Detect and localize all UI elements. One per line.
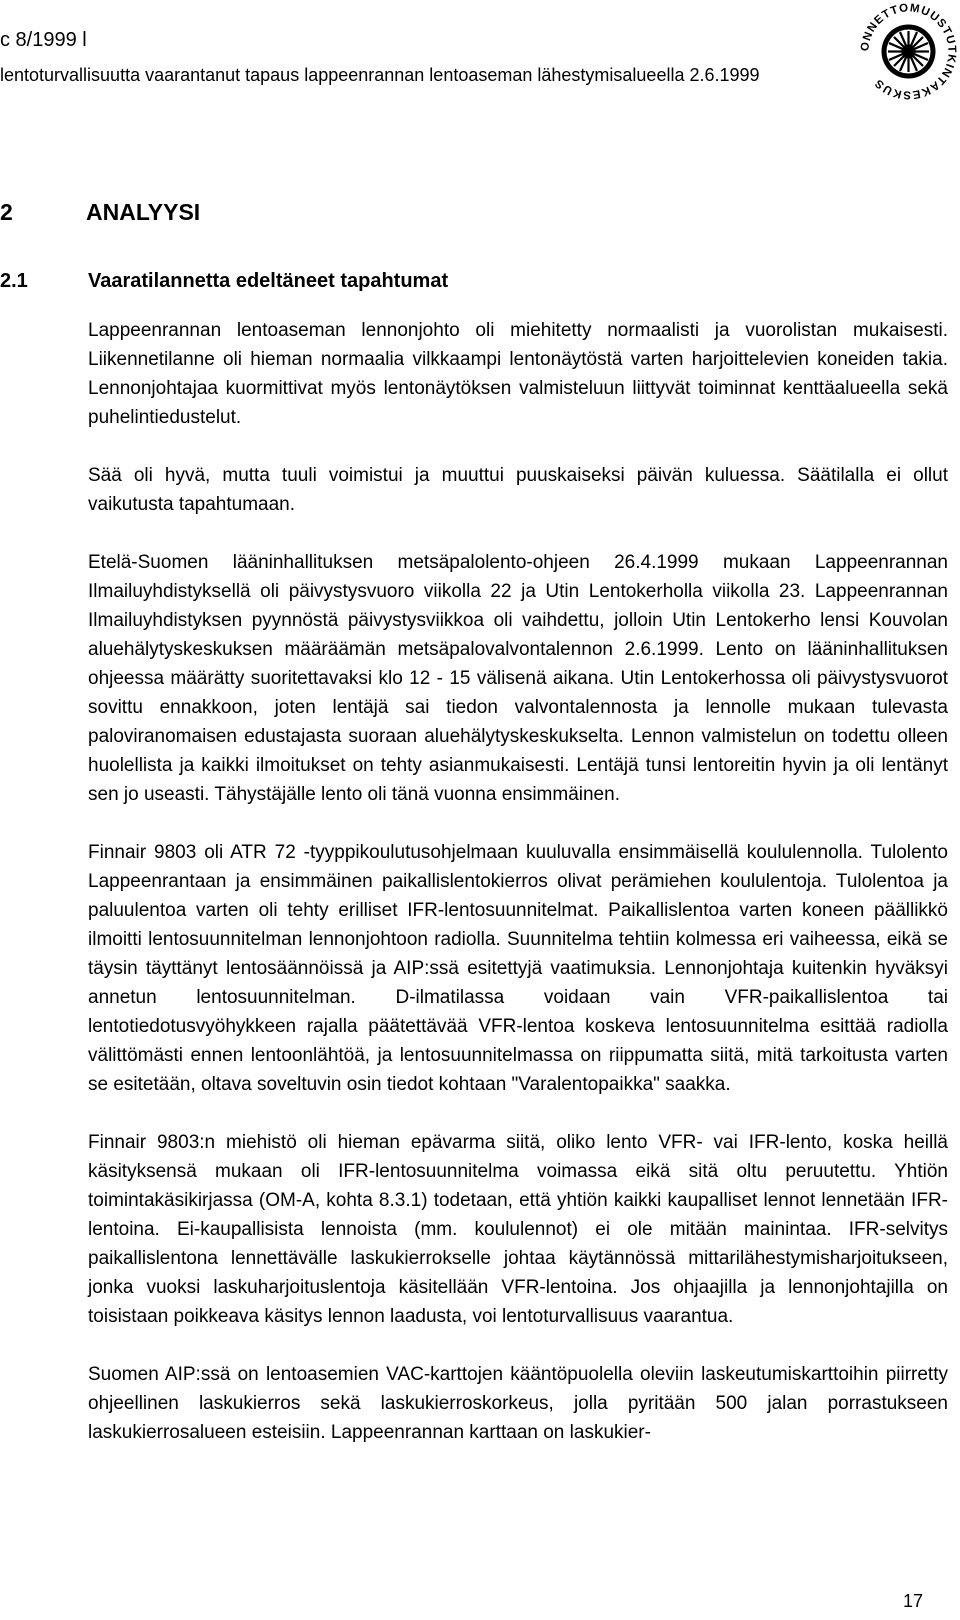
- paragraph: Sää oli hyvä, mutta tuuli voimistui ja muuttui puuskaiseksi päivän kuluessa. Säätilalla ei ollut vaikutusta tapahtumaan.: [88, 465, 948, 515]
- section-heading: [0, 198, 200, 226]
- subsection-heading: [0, 268, 448, 294]
- paragraph: Finnair 9803:n miehistö oli hieman epävarma siitä, oliko lento VFR- vai IFR-lento, koska heillä käsityksensä mukaan oli IFR-lentosuunnitelma voimassa eikä sitä oltu peruutettu. Yhtiön toimintakäsikirjassa (OM-A, kohta 8.3.1) todetaan, että yhtiön kaikki kaupalliset lennot lennetään IFR-lentoina. Ei-kaupallisista lennoista (mm. koululennot) ei ole mitään mainintaa. IFR-selvitys paikallislentona lennettävälle laskukierrokselle johtaa käytännössä mittarilähestymisharjoitukseen, jonka vuoksi laskuharjoituslentoja käsitellään VFR-lentoina. Jos ohjaajilla ja lennonjohtajilla on toisistaan poikkeava käsitys lennon laadusta, voi lentoturvallisuus vaarantua.: [88, 1132, 948, 1327]
- paragraph: Finnair 9803 oli ATR 72 -tyyppikoulutusohjelmaan kuuluvalla ensimmäisellä koululennolla. Tulolento Lappeenrantaan ja ensimmäinen paikallislentokierros olivat perämiehen koululentoja. Tulolentoa ja paluulentoa varten oli tehty erilliset IFR-lentosuunnitelmat. Paikallislentoa varten koneen päällikkö ilmoitti lentosuunnitelman lennonjohtoon radiolla. Suunnitelma tehtiin kolmessa eri vaiheessa, eikä se täysin täyttänyt lentosäännöissä ja AIP:ssä esitettyjä vaatimuksia. Lennonjohtaja kuitenkin hyväksyi annetun lentosuunnitelman. D-ilmatilassa voidaan vain VFR-paikallislentoa tai lentotiedotusvyöhykkeen rajalla päätettävää VFR-lentoa koskeva lentosuunnitelma esittää radiolla välittömästi ennen lentoonlähtöä, ja lentosuunnitelmassa on riippumatta siitä, mitä tarkoitusta varten se esitetään, oltava soveltuvin osin tiedot kohtaan "Varalentopaikka" saakka.: [88, 842, 948, 1095]
- body-text: [88, 316, 948, 1476]
- paragraph: Etelä-Suomen lääninhallituksen metsäpalolento-ohjeen 26.4.1999 mukaan Lappeenrannan Ilmailuyhdistyksellä oli päivystysvuoro viikolla 22 ja Utin Lentokerholla viikolla 23. Lappeenrannan Ilmailuyhdistyksen pyynnöstä päivystysviikkoa oli vaihdettu, jolloin Utin Lentokerho lensi Kouvolan aluehälytyskeskuksen määräämän metsäpalovalvontalennon 2.6.1999. Lento on lääninhallituksen ohjeessa määrätty suoritettavaksi klo 12 - 15 välisenä aikana. Utin Lentokerhossa oli päivystysvuorot sovittu ennakkoon, joten lentäjä sai tiedon valvontalennosta ja lennolle mukaan tulevasta paloviranomaisen edustajasta suoraan aluehälytyskeskukselta. Lennon valmistelun on todettu olleen huolellista ja kaikki ilmoitukset on tehty asianmukaisesti. Lentäjä tunsi lentoreitin hyvin ja oli lentänyt sen jo useasti. Tähystäjälle lento oli tänä vuonna ensimmäinen.: [88, 552, 948, 805]
- section-number: 2: [0, 199, 13, 225]
- subsection-number: 2.1: [0, 270, 28, 292]
- subsection-title: Vaaratilannetta edeltäneet tapahtumat: [88, 270, 449, 292]
- section-title: ANALYYSI: [86, 199, 201, 225]
- svg-text:ONNETTOMUUSTUTKINTAKESKUS: ONNETTOMUUSTUTKINTAKESKUS: [859, 2, 958, 101]
- paragraph: Suomen AIP:ssä on lentoasemien VAC-karttojen kääntöpuolella oleviin laskeutumiskarttoihin piirretty ohjeellinen laskukierros sekä laskukierroskorkeus, jolla pyritään 500 jalan porrastukseen laskukierrosalueen esteisiin. Lappeenrannan karttaan on laskukier-: [88, 1364, 948, 1443]
- paragraph: Lappeenrannan lentoaseman lennonjohto oli miehitetty normaalisti ja vuorolistan mukaisesti. Liikennetilanne oli hieman normaalia vilkkaampi lentonäytöstä varten harjoittelevien koneiden takia. Lennonjohtajaa kuormittivat myös lentonäytöksen valmisteluun liittyvät toiminnat kenttäalueella sekä puhelintiedustelut.: [88, 320, 948, 428]
- onnettomuustutkintakeskus-logo: [857, 0, 960, 103]
- report-title-header: lentoturvallisuutta vaarantanut tapaus lappeenrannan lentoaseman lähestymisalueella 2.6.1999: [0, 65, 760, 85]
- report-code: c 8/1999 l: [0, 29, 87, 51]
- page-number: 17: [903, 1591, 924, 1611]
